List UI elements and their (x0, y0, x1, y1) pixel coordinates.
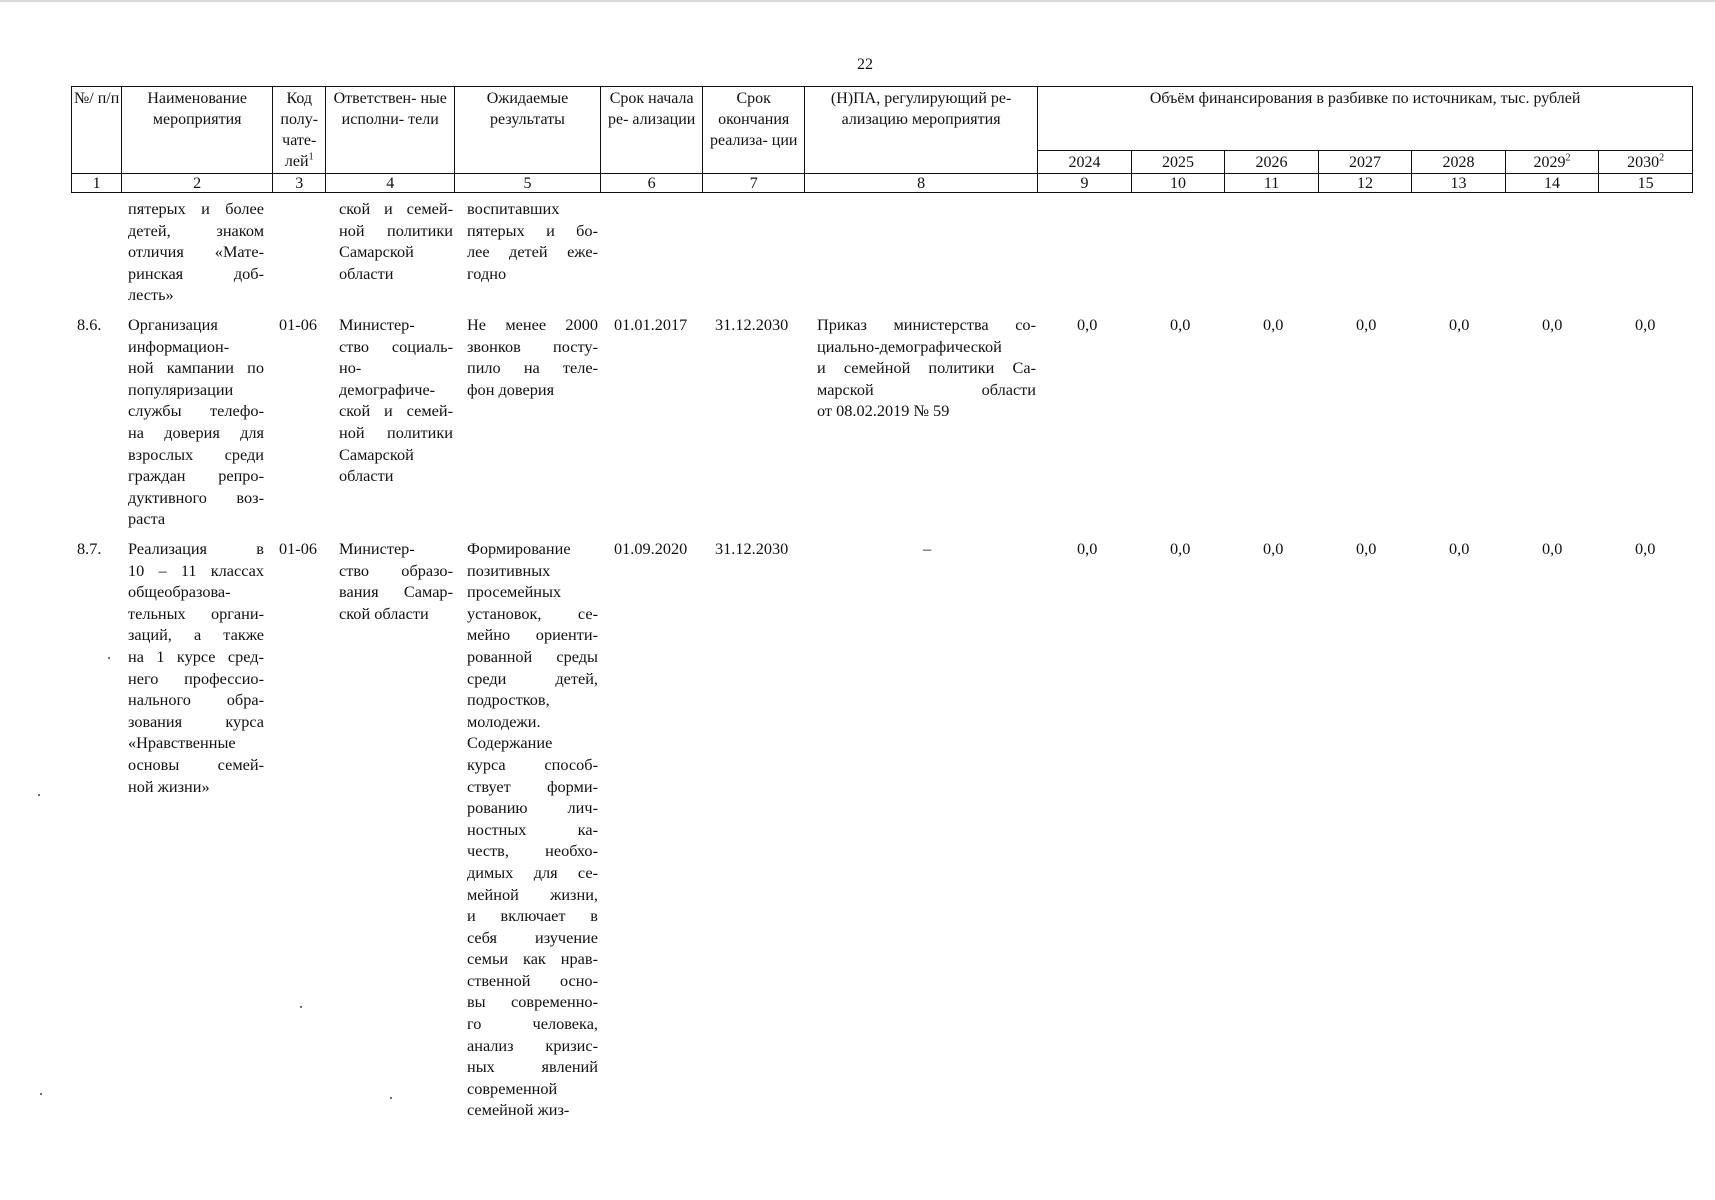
text-line: «Нравственные (128, 733, 236, 753)
text-line: демографиче- (339, 379, 436, 399)
text-line: го человека, (467, 1014, 598, 1034)
text-line: рованию лич- (467, 798, 598, 818)
text-line: ринская доб- (128, 263, 264, 283)
col-number: 1 (72, 174, 122, 193)
footnote-2b: 2 (1659, 152, 1665, 164)
text-line: детей, знаком (128, 220, 264, 240)
year-2024: 2024 (1038, 151, 1132, 174)
text-line: Приказ министерства со- (817, 315, 1036, 334)
col-number: 4 (326, 174, 455, 193)
text-line: от 08.02.2019 № 59 (817, 401, 950, 421)
text-line: пятерых и бо- (467, 220, 598, 240)
text-line: мейной жизни, (467, 884, 598, 904)
row-funding-2030: 0,0 (1635, 315, 1656, 334)
row-funding-2029: 0,0 (1542, 315, 1563, 334)
text-line: циально-демографической (817, 336, 1002, 356)
text-line: Содержание (467, 733, 553, 753)
text-line: тельных органи- (128, 603, 264, 623)
row-funding-2026: 0,0 (1263, 315, 1284, 334)
text-line: основы семей- (128, 754, 264, 774)
text-line: Министер- (339, 315, 415, 334)
text-line: зования курса (128, 711, 264, 731)
text-line: дуктивного воз- (128, 487, 264, 507)
text-line: молодежи. (467, 711, 541, 731)
text-line: ственной осно- (467, 970, 598, 990)
row-funding-2027: 0,0 (1356, 315, 1377, 334)
row-funding-2028: 0,0 (1449, 539, 1470, 558)
text-line: ностных ка- (467, 819, 598, 839)
text-line: ной политики (339, 220, 453, 240)
text-line: граждан репро- (128, 466, 264, 486)
continuation-name (128, 198, 264, 306)
text-line: на 1 курсе сред- (128, 646, 264, 666)
text-line: ство образо- (339, 560, 453, 580)
row-number: 8.7. (77, 539, 102, 558)
col-number: 14 (1505, 174, 1599, 193)
text-line: лее детей еже- (467, 242, 598, 262)
text-line: но- (339, 358, 362, 378)
text-line: отличия «Мате- (128, 242, 264, 262)
row-start-date: 01.01.2017 (614, 315, 688, 334)
scan-speck (40, 1093, 42, 1095)
row-recipient-code: 01-06 (279, 539, 317, 558)
text-line: области (339, 263, 394, 283)
col-number: 5 (455, 174, 601, 193)
scan-speck (108, 657, 110, 659)
text-line: на доверия для (128, 422, 264, 442)
col-number: 6 (600, 174, 703, 193)
text-line: ство социаль- (339, 336, 453, 356)
text-line: марской области (817, 379, 1036, 399)
row-end-date: 31.12.2030 (715, 539, 789, 558)
header-col-name: Наименование мероприятия (122, 87, 273, 174)
text-line: мейно ориенти- (467, 625, 598, 645)
header-col-results: Ожидаемые результаты (455, 87, 601, 174)
text-line: и семейной политики Са- (817, 358, 1036, 378)
row-number: 8.6. (77, 315, 102, 334)
year-2028: 2028 (1412, 151, 1506, 174)
row-funding-2030: 0,0 (1635, 539, 1656, 558)
row-expected-results (467, 314, 598, 400)
text-line: него профессио- (128, 668, 264, 688)
year-2030-text: 2030 (1627, 153, 1660, 171)
row-executors (339, 538, 453, 624)
text-line: позитивных (467, 560, 551, 580)
text-line: 10 – 11 классах (128, 560, 264, 580)
row-start-date: 01.09.2020 (614, 539, 688, 558)
col-number: 13 (1412, 174, 1506, 193)
text-line: заций, а также (128, 625, 264, 645)
row-legal-act: – (923, 539, 932, 558)
footnote-1: 1 (308, 151, 314, 163)
header-col-code-text: Код полу- чате- лей (280, 90, 319, 170)
text-line: рованной среды (467, 646, 598, 666)
text-line: ствует форми- (467, 776, 598, 796)
row-funding-2026: 0,0 (1263, 539, 1284, 558)
col-number: 2 (122, 174, 273, 193)
header-col-npa: (Н)ПА, регулирующий ре- ализацию мероприятия (804, 87, 1037, 174)
text-line: и включает в (467, 906, 598, 926)
text-line: раста (128, 509, 166, 529)
text-line: вы современно- (467, 992, 598, 1012)
col-number: 12 (1318, 174, 1412, 193)
header-col-end: Срок окончания реализа- ции (703, 87, 805, 174)
col-number: 9 (1038, 174, 1132, 193)
scan-speck (300, 1006, 302, 1008)
text-line: установок, се- (467, 603, 598, 623)
row-activity-name (128, 538, 264, 797)
row-funding-2024: 0,0 (1077, 315, 1098, 334)
text-line: Министер- (339, 539, 415, 558)
text-line: подростков, (467, 690, 550, 710)
text-line: Организация (128, 315, 218, 334)
row-activity-name (128, 314, 264, 530)
text-line: звонков посту- (467, 336, 598, 356)
text-line: современной (467, 1078, 558, 1098)
row-funding-2029: 0,0 (1542, 539, 1563, 558)
header-funding: Объём финансирования в разбивке по источникам, тыс. рублей (1038, 87, 1693, 151)
row-end-date: 31.12.2030 (715, 315, 789, 334)
header-col-executors: Ответствен- ные исполни- тели (326, 87, 455, 174)
row-recipient-code: 01-06 (279, 315, 317, 334)
col-number: 15 (1599, 174, 1693, 193)
text-line: фон доверия (467, 379, 555, 399)
col-number: 10 (1131, 174, 1225, 193)
year-2029-text: 2029 (1533, 153, 1566, 171)
text-line: информацион- (128, 336, 230, 356)
text-line: пятерых и более (128, 199, 264, 218)
header-col-num: №/ п/п (72, 87, 122, 174)
text-line: честв, необхо- (467, 841, 598, 861)
text-line: Не менее 2000 (467, 315, 598, 334)
col-number: 3 (273, 174, 326, 193)
text-line: ской и семей- (339, 199, 453, 218)
text-line: ной жизни» (128, 776, 210, 796)
text-line: просемейных (467, 582, 562, 602)
header-col-start: Срок начала ре- ализации (600, 87, 703, 174)
scan-speck (38, 794, 40, 796)
text-line: пило на теле- (467, 358, 598, 378)
text-line: воспитавших (467, 199, 560, 218)
continuation-results (467, 198, 598, 284)
text-line: службы телефо- (128, 401, 264, 421)
text-line: курса способ- (467, 754, 598, 774)
text-line: популяризации (128, 379, 234, 399)
year-2027: 2027 (1318, 151, 1412, 174)
col-number: 7 (703, 174, 805, 193)
row-funding-2027: 0,0 (1356, 539, 1377, 558)
year-2025: 2025 (1131, 151, 1225, 174)
row-funding-2025: 0,0 (1170, 539, 1191, 558)
text-line: взрослых среди (128, 444, 264, 464)
text-line: ной кампании по (128, 358, 264, 378)
page-number: 22 (857, 56, 873, 73)
col-number: 8 (804, 174, 1037, 193)
text-line: Самарской (339, 242, 414, 262)
text-line: анализ кризис- (467, 1035, 598, 1055)
text-line: Реализация в (128, 539, 264, 558)
text-line: лесть» (128, 285, 174, 305)
text-line: среди детей, (467, 668, 598, 688)
text-line: вания Самар- (339, 582, 453, 602)
text-line: Формирование (467, 539, 571, 558)
text-line: общеобразова- (128, 582, 231, 602)
row-expected-results (467, 538, 598, 1121)
scan-speck (390, 1097, 392, 1099)
text-line: семьи как нрав- (467, 949, 598, 969)
text-line: семейной жиз- (467, 1100, 570, 1120)
text-line: димых для се- (467, 862, 598, 882)
row-legal-act (817, 314, 1036, 422)
text-line: области (339, 466, 394, 486)
row-funding-2025: 0,0 (1170, 315, 1191, 334)
text-line: себя изучение (467, 927, 598, 947)
col-number: 11 (1225, 174, 1319, 193)
text-line: ской и семей- (339, 401, 453, 421)
row-funding-2024: 0,0 (1077, 539, 1098, 558)
text-line: ных явлений (467, 1057, 598, 1077)
text-line: нального обра- (128, 690, 264, 710)
text-line: ской области (339, 603, 429, 623)
row-funding-2028: 0,0 (1449, 315, 1470, 334)
footnote-2a: 2 (1565, 152, 1571, 164)
continuation-executors (339, 198, 453, 284)
text-line: годно (467, 263, 507, 283)
year-2026: 2026 (1225, 151, 1319, 174)
text-line: Самарской (339, 444, 414, 464)
text-line: ной политики (339, 422, 453, 442)
row-executors (339, 314, 453, 487)
